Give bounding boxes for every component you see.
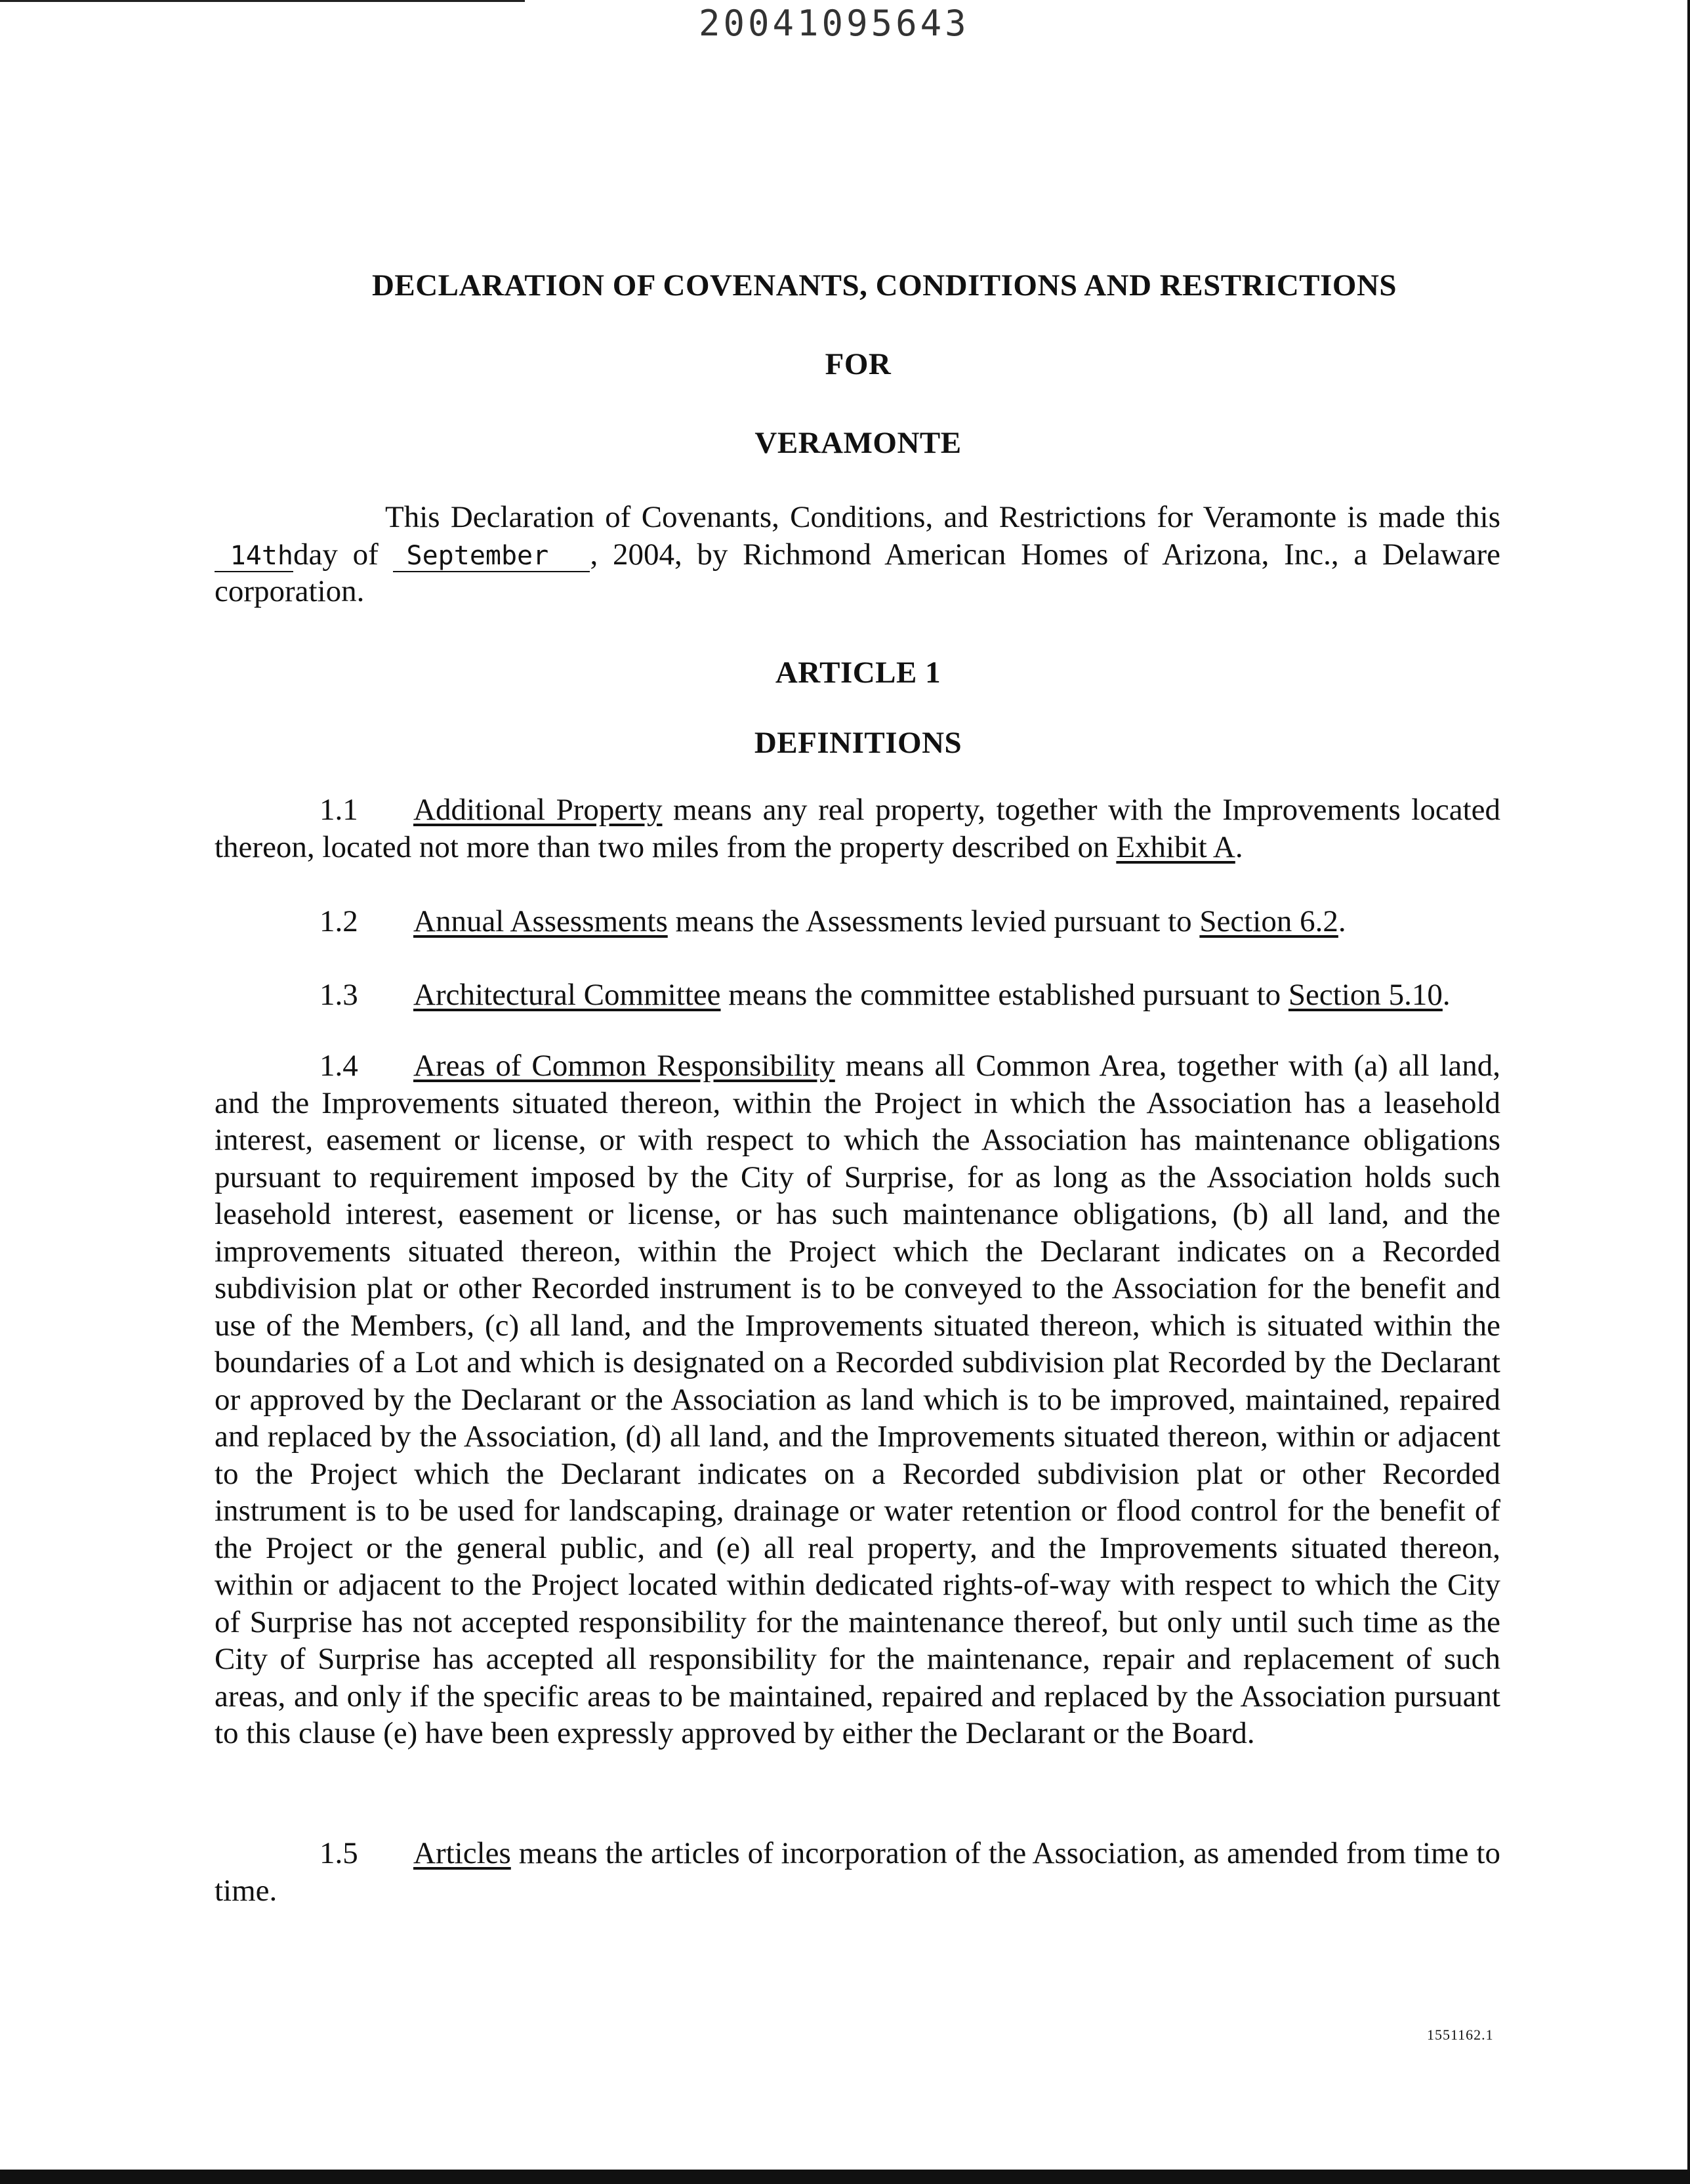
defined-term: Architectural Committee (413, 978, 721, 1012)
article-title: DEFINITIONS (754, 726, 962, 760)
section-number: 1.1 (319, 793, 358, 827)
article-label: ARTICLE 1 (775, 656, 941, 690)
day-field: 14th (215, 541, 293, 572)
project-name: VERAMONTE (754, 426, 962, 460)
intro-paragraph (215, 499, 1500, 610)
section-number: 1.3 (319, 978, 358, 1012)
section-text: means the articles of incorporation of the Association, as amended from time to time. (215, 1836, 1500, 1908)
section-reference: Section 5.10 (1288, 978, 1443, 1012)
title-for: FOR (825, 347, 892, 381)
defined-term: Areas of Common Responsibility (413, 1049, 835, 1083)
section-number: 1.4 (319, 1049, 358, 1083)
defined-term: Annual Assessments (413, 904, 668, 938)
intro-text-end: , 2004, by Richmond American Homes of Arizona, Inc., a Delaware corporation. (215, 537, 1501, 608)
day-label: day of (293, 537, 379, 572)
section-punctuation: . (1442, 978, 1451, 1012)
section-reference: Section 6.2 (1199, 904, 1338, 938)
section-1-1 (215, 791, 1500, 866)
section-text: means the Assessments levied pursuant to (667, 904, 1200, 938)
section-1-5 (215, 1835, 1500, 1909)
section-text: means any real property, together with the Improvements located thereon, located not more than two miles from the property described on (215, 793, 1500, 864)
month-field: September (393, 541, 590, 572)
section-number: 1.2 (319, 904, 358, 938)
top-scan-rule (0, 0, 525, 2)
recording-number: 20041095643 (699, 3, 970, 44)
section-1-2 (215, 903, 1500, 940)
document-title: DECLARATION OF COVENANTS, CONDITIONS AND RESTRICTIONS (371, 268, 1397, 303)
defined-term: Articles (413, 1836, 511, 1870)
section-text: means all Common Area, together with (a) all land, and the Improvements situated thereon, within the Project in which the Association has a leasehold interest, easement or license, or with respect to which the Association has maintenance obligations pursuant to requirement imposed by the City of Surprise, for as long as the Association holds such leasehold interest, easement or license, or has such maintenance obligations, (b) all land, and the improvements situated thereon, within the Project which the Declarant indicates on a Recorded subdivision plat or other Recorded instrument is to be conveyed to the Association for the benefit and use of the Members, (c) all land, and the Improvements situated thereon, which is situated within the boundaries of a Lot and which is designated on a Recorded subdivision plat Recorded by the Declarant or approved by the Declarant or the Association as land which is to be improved, maintained, repaired and replaced by the Association, (d) all land, and the Improvements situated thereon, within or adjacent to the Project which the Declarant indicates on a Recorded subdivision plat or other Recorded instrument is to be used for landscaping, drainage or water retention or flood control for the benefit of the Project or the general public, and (e) all real property, and the Improvements situated thereon, within or adjacent to the Project located within dedicated rights-of-way with respect to which the City of Surprise has not accepted responsibility for the maintenance thereof, but only until such time as the City of Surprise has accepted all responsibility for the maintenance, repair and replacement of such areas, and only if the specific areas to be maintained, repaired and replaced by the Association pursuant to this clause (e) have been expressly approved by either the Declarant or the Board. (215, 1049, 1500, 1750)
section-punctuation: . (1338, 904, 1346, 938)
right-scan-edge (1687, 0, 1690, 2184)
section-text: means the committee established pursuant to (720, 978, 1288, 1012)
intro-text-start: This Declaration of Covenants, Conditions, and Restrictions for Veramonte is made this (385, 500, 1500, 534)
footer-document-code: 1551162.1 (1427, 2026, 1494, 2043)
section-number: 1.5 (319, 1836, 358, 1870)
section-1-3 (215, 976, 1500, 1014)
section-punctuation: . (1235, 830, 1243, 864)
defined-term: Additional Property (413, 793, 663, 827)
section-1-4 (215, 1047, 1500, 1752)
bottom-scan-edge (0, 2170, 1690, 2184)
section-reference: Exhibit A (1116, 830, 1235, 864)
